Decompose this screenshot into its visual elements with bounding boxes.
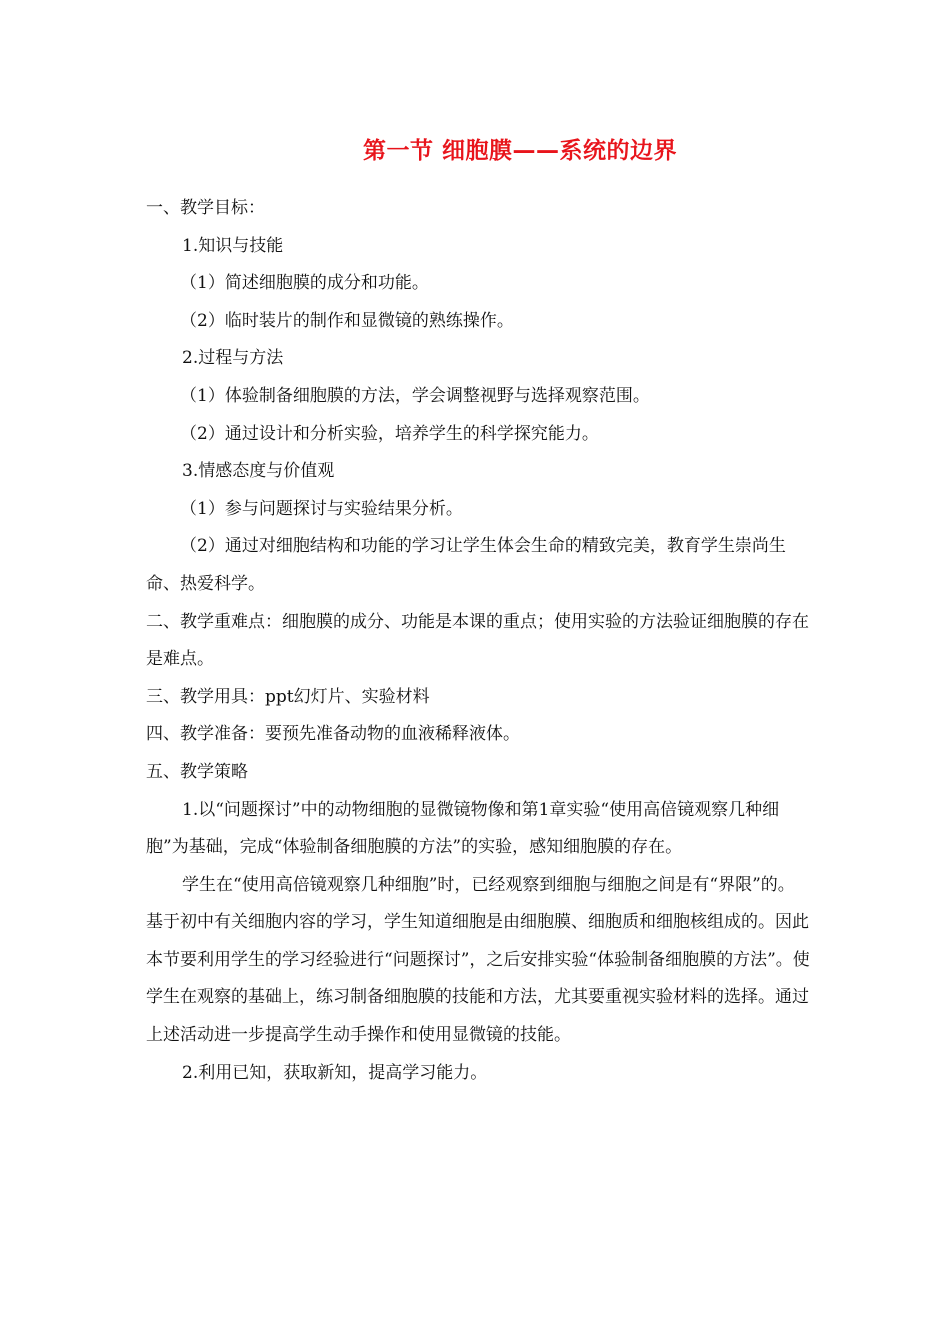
paragraph: （1）参与问题探讨与实验结果分析。 (180, 498, 463, 519)
paragraph: （1）体验制备细胞膜的方法，学会调整视野与选择观察范围。 (180, 385, 650, 406)
page-title: 第一节 细胞膜——系统的边界 (362, 138, 677, 164)
paragraph: 二、教学重难点：细胞膜的成分、功能是本课的重点；使用实验的方法验证细胞膜的存在是难点。 (146, 611, 809, 670)
paragraph: 一、教学目标： (146, 198, 265, 218)
paragraph: （1）简述细胞膜的成分和功能。 (180, 273, 429, 294)
paragraph: 四、教学准备：要预先准备动物的血液稀释液体。 (146, 724, 520, 745)
paragraph: （2）通过对细胞结构和功能的学习让学生体会生命的精致完美，教育学生崇尚生命、热爱科学。 (146, 536, 786, 594)
paragraph: 1.以“问题探讨”中的动物细胞的显微镜物像和第1章实验“使用高倍镜观察几种细胞”为基础，完成“体验制备细胞膜的方法”的实验，感知细胞膜的存在。 (146, 799, 780, 858)
paragraph: 学生在“使用高倍镜观察几种细胞”时，已经观察到细胞与细胞之间是有“界限”的。基于初中有关细胞内容的学习，学生知道细胞是由细胞膜、细胞质和细胞核组成的。因此本节要利用学生的学习经验进行“问题探讨”，之后安排实验“体验制备细胞膜的方法”。使学生在观察的基础上，练习制备细胞膜的技能和方法，尤其要重视实验材料的选择。通过上述活动进一步提高学生动手操作和使用显微镜的技能。 (146, 874, 810, 1046)
paragraph: 2.利用已知，获取新知，提高学习能力。 (182, 1062, 488, 1083)
paragraph: 五、教学策略 (146, 761, 248, 782)
paragraph: 2.过程与方法 (182, 348, 284, 369)
paragraph: 三、教学用具：ppt幻灯片、实验材料 (146, 686, 430, 707)
paragraph: 3.情感态度与价值观 (182, 461, 335, 482)
paragraph: （2）临时装片的制作和显微镜的熟练操作。 (180, 310, 514, 331)
paragraph: 1.知识与技能 (182, 235, 284, 256)
document-body (146, 190, 811, 1092)
paragraph: （2）通过设计和分析实验，培养学生的科学探究能力。 (180, 423, 599, 444)
